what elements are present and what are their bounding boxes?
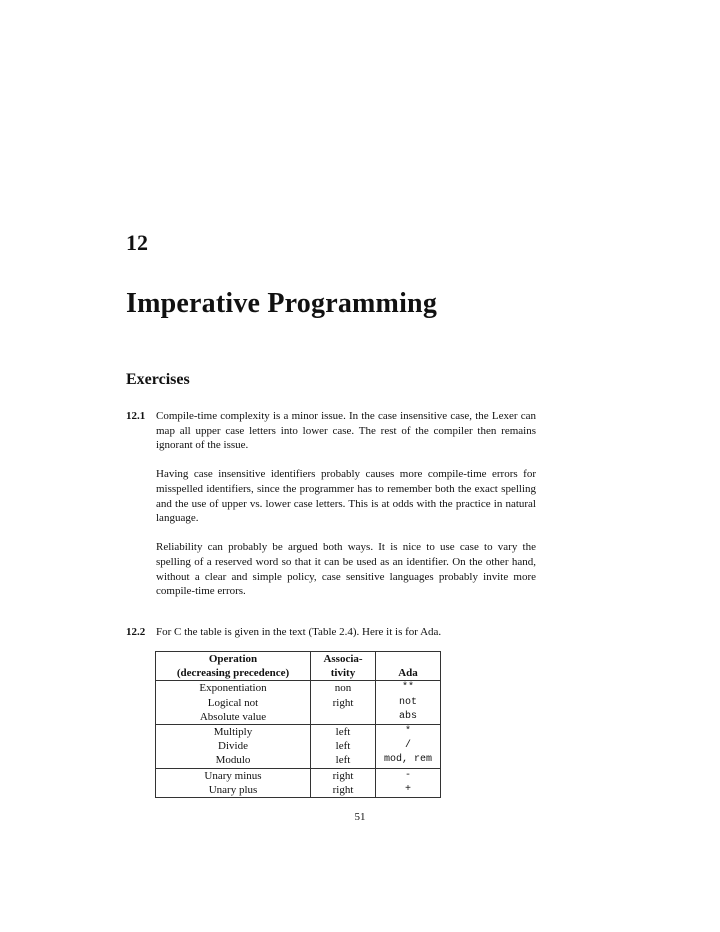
exercise-12-1 (126, 409, 536, 599)
header-associativity-sub: tivity (311, 666, 376, 681)
cell-ada: + (376, 783, 441, 798)
cell-associativity: non (311, 681, 376, 696)
cell-operation: Divide (156, 739, 311, 753)
header-associativity: Associa- (311, 652, 376, 667)
paragraph: For C the table is given in the text (Table 2.4). Here it is for Ada. (156, 626, 442, 638)
cell-associativity (311, 710, 376, 725)
table-row (156, 753, 441, 768)
section-title: Exercises (126, 371, 190, 388)
page-number: 51 (354, 811, 366, 823)
exercise-number: 12.1 (126, 410, 146, 422)
chapter-title: Imperative Programming (126, 288, 438, 319)
cell-associativity: right (311, 768, 376, 783)
paragraph: Having case insensitive identifiers probably causes more compile-time errors for misspelled identifiers, since the programmer has to remember both the exact spelling and the use of upper vs. lower case letters. This is at odds with the practice in natural language. (156, 468, 536, 525)
cell-operation: Multiply (156, 725, 311, 740)
table-row (156, 739, 441, 753)
table-row (156, 681, 441, 696)
cell-operation: Exponentiation (156, 681, 311, 696)
header-operation: Operation (156, 652, 311, 667)
header-operation-sub: (decreasing precedence) (156, 666, 311, 681)
header-ada-sub: Ada (376, 666, 441, 681)
cell-associativity: left (311, 725, 376, 740)
cell-ada: * (376, 725, 441, 740)
cell-operation: Logical not (156, 696, 311, 710)
table-header-row (156, 666, 441, 681)
precedence-table (155, 651, 441, 798)
chapter-number: 12 (126, 230, 148, 255)
cell-ada: ** (376, 681, 441, 696)
cell-associativity: right (311, 696, 376, 710)
cell-ada: - (376, 768, 441, 783)
header-ada (376, 652, 441, 667)
table-row (156, 725, 441, 740)
table-row (156, 696, 441, 710)
paragraph: Reliability can probably be argued both ways. It is nice to use case to vary the spelling of a reserved word so that it can be used as an identifier. On the other hand, without a clear and simple policy, case sensitive languages probably invite more compile-time errors. (156, 541, 536, 598)
cell-ada: not (376, 696, 441, 710)
cell-associativity: right (311, 783, 376, 798)
cell-operation: Unary plus (156, 783, 311, 798)
cell-operation: Unary minus (156, 768, 311, 783)
cell-operation: Modulo (156, 753, 311, 768)
exercise-number: 12.2 (126, 626, 146, 638)
table-header-row (156, 652, 441, 667)
cell-ada: / (376, 739, 441, 753)
exercise-body (156, 625, 536, 640)
cell-ada: abs (376, 710, 441, 725)
table-row (156, 768, 441, 783)
cell-associativity: left (311, 739, 376, 753)
cell-operation: Absolute value (156, 710, 311, 725)
table-row (156, 710, 441, 725)
paragraph: Compile-time complexity is a minor issue. In the case insensitive case, the Lexer can map all upper case letters into lower case. The rest of the compiler then remains ignorant of the issue. (156, 410, 536, 452)
cell-associativity: left (311, 753, 376, 768)
exercise-12-2 (126, 625, 536, 640)
table-row (156, 783, 441, 798)
exercise-body (156, 409, 536, 599)
cell-ada: mod, rem (376, 753, 441, 768)
